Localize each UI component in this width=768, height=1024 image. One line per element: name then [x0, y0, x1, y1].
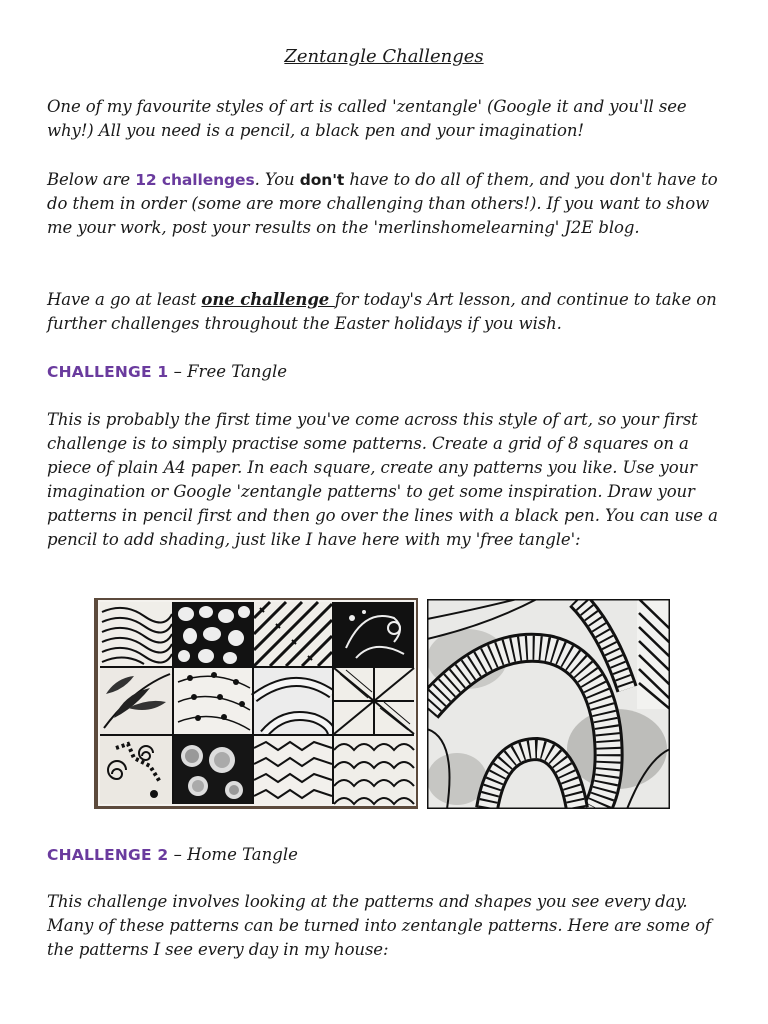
free-tangle-grid-photo [94, 598, 418, 809]
have-a-go-end: for today's Art lesson, and continue to take on further challenges throughout the Easter holidays if you wish. [47, 290, 717, 333]
challenge-count-highlight: 12 challenges [135, 171, 255, 189]
below-text-end: have to do all of them, and you don't have to do them in order (some are more challenging than others!). If you want to show me your work, post your results on the 'merlinshomelearning' J2E blog. [47, 170, 718, 237]
challenge-1-heading [47, 360, 287, 384]
challenge-1-name: Free Tangle [187, 362, 288, 381]
challenge-2-description: This challenge involves looking at the patterns and shapes you see every day. Many of these patterns can be turned into zentangle patterns. Here are some of the patterns I see every day in my house: [47, 892, 711, 959]
challenge-2-dash: – [168, 845, 188, 864]
below-paragraph [47, 168, 727, 240]
have-a-go-paragraph [47, 288, 727, 336]
intro-paragraph: One of my favourite styles of art is called 'zentangle' (Google it and you'll see why!) All you need is a pencil, a black pen and your imagination! [47, 97, 687, 140]
have-a-go-start: Have a go at least [47, 290, 202, 309]
challenge-1-dash: – [168, 362, 188, 381]
challenge-2-label: CHALLENGE 2 [47, 846, 169, 864]
one-challenge-emphasis: one challenge [201, 290, 335, 309]
challenge-1-description: This is probably the first time you've come across this style of art, so your first challenge is to simply practise some patterns. Create a grid of 8 squares on a piece of plain A4 paper. In each square, create any patterns you like. Use your imagination or Google 'zentangle patterns' to get some inspiration. Draw your patterns in pencil first and then go over the lines with a black pen. You can use a pencil to add shading, just like I have here with my 'free tangle': [47, 410, 718, 549]
challenge-2-heading [47, 843, 298, 867]
dont-emphasis: don't [299, 171, 345, 189]
free-tangle-closeup-photo [427, 599, 670, 809]
challenge-1-label: CHALLENGE 1 [47, 363, 169, 381]
below-text-mid: . You [254, 170, 300, 189]
challenge-2-name: Home Tangle [187, 845, 298, 864]
below-text-start: Below are [47, 170, 136, 189]
page-title: Zentangle Challenges [284, 46, 484, 67]
